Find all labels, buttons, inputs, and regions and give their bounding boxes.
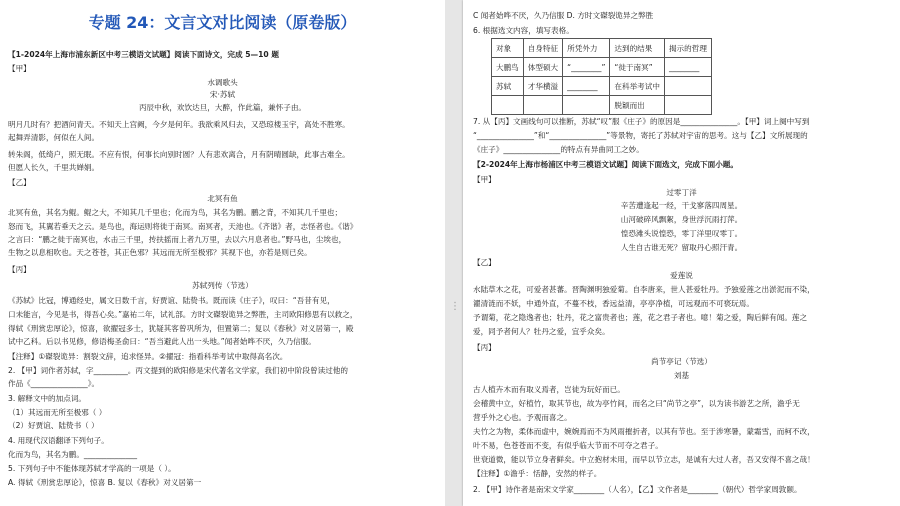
text-line: 夫竹之为物，柔体而虚中，婉婉焉而不为风雨摧折者，以其有节也。至于涉寒暑，蒙霜雪，而柯不改， — [473, 427, 815, 436]
text-line: 山河破碎风飘絮，身世浮沉雨打萍。 — [620, 215, 743, 224]
table-header-row — [492, 39, 712, 58]
text-line: 【注释】①澹乎：恬静，安然的样子。 — [473, 469, 602, 478]
text-line: 但愿人长久，千里共婵娟。 — [8, 163, 100, 172]
text-line: 【丙】 — [8, 265, 31, 274]
text-line: 水陆草木之花，可爱者甚蕃。晋陶渊明独爱菊。自李唐来，世人甚爱牡丹。予独爱莲之出淤泥而不染， — [473, 285, 815, 294]
text-line: 4. 用现代汉语翻译下列句子。 — [8, 436, 109, 445]
text-line: 爱，同予者何人？牡丹之爱，宜乎众矣。 — [473, 327, 610, 336]
table-row — [492, 58, 712, 77]
text-line: 尚节亭记（节选） — [651, 357, 712, 366]
text-line: 之言曰：“鹏之徙于南冥也，水击三千里，抟扶摇而上者九万里，去以六月息者也。”野马也，尘埃也， — [8, 235, 347, 244]
text-line: C 闻者始哗不厌，久乃信服 D. 方时文磔裂诡异之弊胜 — [473, 11, 654, 20]
text-line: 5. 下列句子中不能体现苏轼才学高的一项是（ ）。 — [8, 464, 176, 473]
text-line: 化而为鸟，其名为鹏。______________ — [8, 450, 138, 459]
text-line: 北冥有鱼 — [207, 194, 238, 203]
text-line: 7. 从【丙】文画线句可以推断，苏轼“叹”服《庄子》的原因是_______________。【甲】词上阕中写到 — [473, 117, 810, 126]
text-line: 6. 根据选文内容，填写表格。 — [473, 26, 574, 35]
text-line: 试中乙科。后以书见修，修语梅圣俞曰：“吾当避此人出一头地。”闻者始哗不厌，久乃信服。 — [8, 337, 316, 346]
table-cell: ________ — [664, 58, 711, 77]
text-line: 宋·苏轼 — [209, 90, 236, 99]
text-line: 作品《_______________》。 — [8, 379, 100, 388]
table-header-cell: 所凭外力 — [563, 39, 610, 58]
text-line: 转朱阁，低绮户，照无眠。不应有恨，何事长向别时圆？人有悲欢离合，月有阴晴圆缺，此事古难全。 — [8, 150, 350, 159]
table-cell: 在科举考试中 — [610, 77, 665, 96]
table-cell: 体型硕大 — [523, 58, 562, 77]
table-cell: 脱颖而出 — [610, 96, 665, 115]
answer-table — [491, 38, 712, 115]
page-gutter — [445, 0, 463, 506]
table-row — [492, 96, 712, 115]
text-line: （2）好贾谊、陆贽书（ ） — [8, 421, 99, 430]
table-cell: “徙于南冥” — [610, 58, 665, 77]
table-cell — [664, 96, 711, 115]
table-cell: 才华横溢 — [523, 77, 562, 96]
text-line: 【注释】①磔裂诡异：割裂文辞，追求怪异。②擢冠：指看科举考试中取得高名次。 — [8, 352, 288, 361]
text-line: 【1-2024年上海市浦东新区中考三模语文试题】阅读下面诗文，完成 5—10 题 — [8, 50, 279, 59]
text-line: 得轼《刑赏忠厚论》，惊喜，欲擢冠多士，犹疑其客曾巩所为，但置第二；复以《春秋》对义居第一，殿 — [8, 324, 354, 333]
text-line: 人生自古谁无死？留取丹心照汗青。 — [620, 243, 743, 252]
text-line: 【2-2024年上海市杨浦区中考三模语文试题】阅读下面选文，完成下面小题。 — [473, 160, 738, 169]
table-header-cell: 达到的结果 — [610, 39, 665, 58]
text-line: 会稽黄中立，好植竹，取其节也，故为亭竹间，而名之曰“尚节之亭”，以为读书游艺之所，澹乎无 — [473, 399, 800, 408]
text-line: 水调歌头 — [207, 78, 238, 87]
text-line: 起舞弄清影，何似在人间。 — [8, 133, 100, 142]
text-line: 过零丁洋 — [666, 188, 697, 197]
text-line: 濯清涟而不妖，中通外直，不蔓不枝，香远益清，亭亭净植，可远观而不可亵玩焉。 — [473, 299, 754, 308]
table-cell — [664, 77, 711, 96]
text-line: “_______________”和“_______________”等景物，寄托了苏轼对宇宙的思考。这与【乙】文所展现的 — [473, 131, 808, 140]
text-line: 怒而飞，其翼若垂天之云。是鸟也，海运则将徙于南冥。南冥者，天池也。《齐谐》者，志怪者也。《谐》 — [8, 222, 358, 231]
text-line: 生物之以息相吹也。天之苍苍，其正色邪？其远而无所至极邪？其视下也，亦若是则已矣。 — [8, 248, 312, 257]
text-line: 世衰道微，能以节立身者鲜矣。中立抱材未用，而早以节立志，是诚有大过人者，吾又安得不喜之哉！ — [473, 455, 815, 464]
text-line: 《苏轼》比冠，博通经史，属文日数千言，好贾谊、陆贽书。既而读《庄子》，叹曰：“吾昔有见， — [8, 296, 335, 305]
text-line: 3. 解释文中的加点词。 — [8, 394, 87, 403]
text-line: 【甲】 — [473, 175, 496, 184]
text-line: 【丙】 — [473, 343, 496, 352]
table-cell: 大鹏鸟 — [492, 58, 524, 77]
table-header-cell: 对象 — [492, 39, 524, 58]
table-cell — [563, 96, 610, 115]
document-title: 专题 24：文言文对比阅读（原卷版） — [88, 13, 357, 32]
text-line: 辛苦遭逢起一经，干戈寥落四周星。 — [620, 201, 743, 210]
text-line: 2. 【甲】诗作者是南宋文学家________（人名），【乙】文作者是________（朝代）哲学家周敦颐。 — [473, 485, 802, 494]
table-cell: “________” — [563, 58, 610, 77]
text-line: 【乙】 — [473, 258, 496, 267]
text-line: 爱莲说 — [670, 271, 693, 280]
table-row — [492, 77, 712, 96]
text-line: 丙辰中秋，欢饮达旦，大醉，作此篇，兼怀子由。 — [138, 103, 307, 112]
table-cell — [492, 96, 524, 115]
text-line: 营乎外之心也。予观而喜之。 — [473, 413, 572, 422]
left-document-page — [0, 0, 445, 506]
text-line: 口未能言，今见是书，得吾心矣。”嘉祐二年，试礼部。方时文磔裂诡异之弊胜，主司欧阳修思有以救之， — [8, 310, 358, 319]
text-line: 《庄子》_______________的特点有异曲同工之妙。 — [473, 145, 644, 154]
text-line: A. 得轼《刑赏忠厚论》，惊喜 B. 复以《春秋》对义居第一 — [8, 478, 202, 487]
text-line: 【乙】 — [8, 178, 31, 187]
drag-handle-icon[interactable]: ⋮ — [450, 301, 461, 312]
text-line: 叶不易，色苍苍而不变，有似乎临大节而不可夺之君子。 — [473, 441, 663, 450]
table-cell — [523, 96, 562, 115]
table-header-cell: 自身特征 — [523, 39, 562, 58]
text-line: 明月几时有？把酒问青天。不知天上宫阙，今夕是何年。我欲乘风归去，又恐琼楼玉宇，高处不胜寒。 — [8, 120, 350, 129]
text-line: 北冥有鱼，其名为鲲。鲲之大，不知其几千里也；化而为鸟，其名为鹏。鹏之背，不知其几千里也； — [8, 208, 343, 217]
text-line: 2. 【甲】词作者苏轼，字_________。丙文提到的欧阳修是宋代著名文学家，我们初中阶段曾读过他的 — [8, 366, 348, 375]
text-line: 古人植卉木而有取义焉者，岂徒为玩好而已。 — [473, 385, 625, 394]
text-line: （1）其远而无所至极邪（ ） — [8, 408, 107, 417]
text-line: 予谓菊，花之隐逸者也；牡丹，花之富贵者也；莲，花之君子者也。噫！菊之爱，陶后鲜有闻。莲之 — [473, 313, 808, 322]
table-cell: ________ — [563, 77, 610, 96]
text-line: 苏轼列传（节选） — [192, 281, 253, 290]
text-line: 惶恐滩头说惶恐，零丁洋里叹零丁。 — [620, 229, 743, 238]
text-line: 【甲】 — [8, 64, 31, 73]
table-cell: 苏轼 — [492, 77, 524, 96]
table-header-cell: 揭示的哲理 — [664, 39, 711, 58]
text-line: 刘基 — [673, 371, 690, 380]
